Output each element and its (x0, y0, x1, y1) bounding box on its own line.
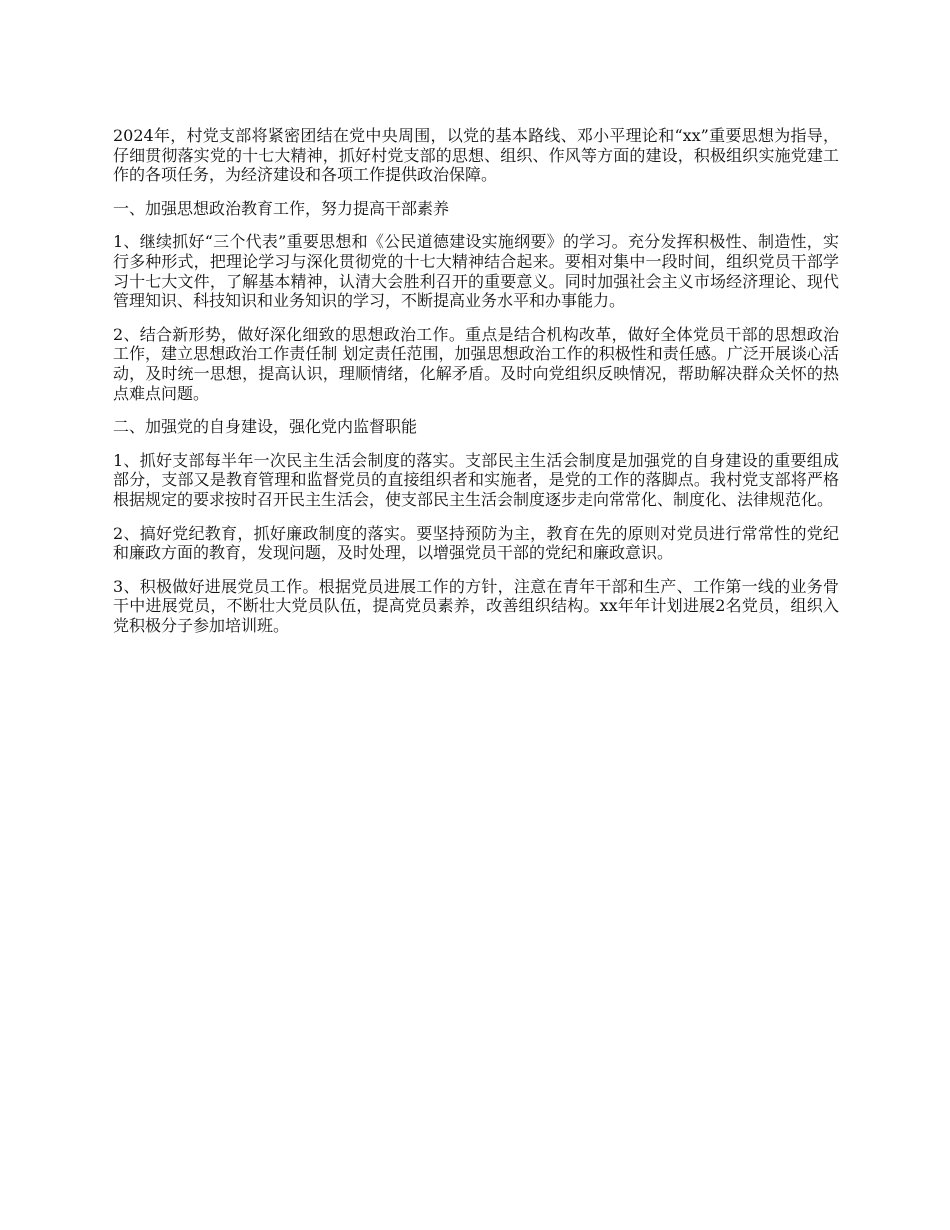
document-page (113, 126, 839, 649)
section-1-paragraph-1: 1、继续抓好“三个代表”重要思想和《公民道德建设实施纲要》的学习。充分发挥积极性、制造性，实行多种形式，把理论学习与深化贯彻党的十七大精神结合起来。要相对集中一段时间，组织党员干部学习十七大文件，了解基本精神，认清大会胜利召开的重要意义。同时加强社会主义市场经济理论、现代管理知识、科技知识和业务知识的学习，不断提高业务水平和办事能力。 (113, 232, 839, 311)
section-2-paragraph-3: 3、积极做好进展党员工作。根据党员进展工作的方针，注意在青年干部和生产、工作第一线的业务骨干中进展党员，不断壮大党员队伍，提高党员素养，改善组织结构。xx年年计划进展2名党员，组织入党积极分子参加培训班。 (113, 576, 839, 635)
section-2-paragraph-1: 1、抓好支部每半年一次民主生活会制度的落实。支部民主生活会制度是加强党的自身建设的重要组成部分，支部又是教育管理和监督党员的直接组织者和实施者，是党的工作的落脚点。我村党支部将严格根据规定的要求按时召开民主生活会，使支部民主生活会制度逐步走向常常化、制度化、法律规范化。 (113, 450, 839, 509)
intro-paragraph: 2024年，村党支部将紧密团结在党中央周围，以党的基本路线、邓小平理论和“xx”重要思想为指导，仔细贯彻落实党的十七大精神，抓好村党支部的思想、组织、作风等方面的建设，积极组织实施党建工作的各项任务，为经济建设和各项工作提供政治保障。 (113, 126, 839, 185)
section-heading-2: 二、加强党的自身建设，强化党内监督职能 (113, 417, 418, 437)
section-1-paragraph-2: 2、结合新形势，做好深化细致的思想政治工作。重点是结合机构改革，做好全体党员干部的思想政治工作，建立思想政治工作责任制 划定责任范围，加强思想政治工作的积极性和责任感。广泛开展谈心活动，及时统一思想，提高认识，理顺情绪，化解矛盾。及时向党组织反映情况，帮助解决群众关怀的热点难点问题。 (113, 324, 839, 403)
section-2-paragraph-2: 2、搞好党纪教育，抓好廉政制度的落实。要坚持预防为主，教育在先的原则对党员进行常常性的党纪和廉政方面的教育，发现问题，及时处理，以增强党员干部的党纪和廉政意识。 (113, 523, 839, 563)
section-heading-1: 一、加强思想政治教育工作，努力提高干部素养 (113, 198, 450, 218)
